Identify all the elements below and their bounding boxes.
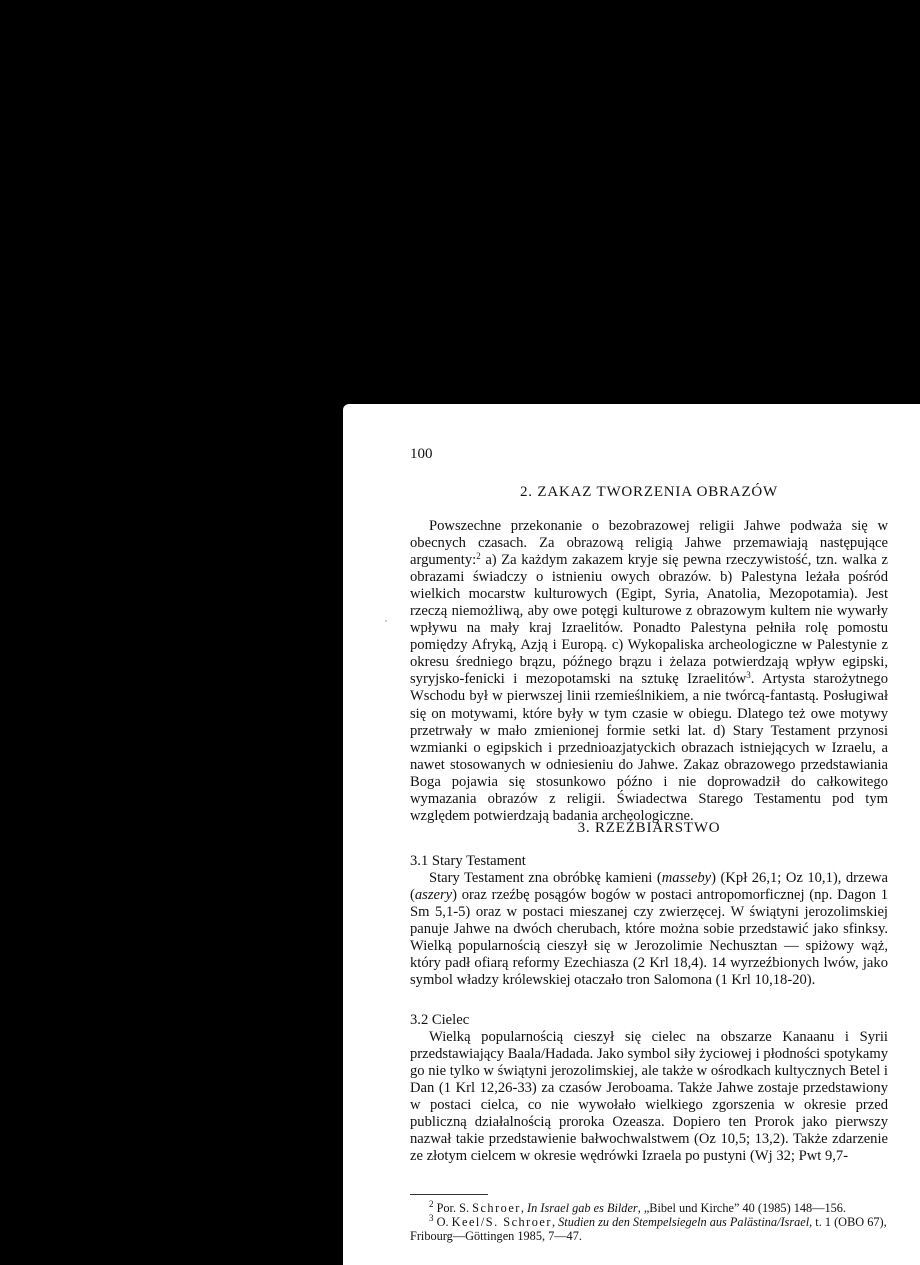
- scan-speck: [385, 620, 387, 622]
- footnotes: [410, 1199, 888, 1243]
- page-number: 100: [410, 446, 433, 462]
- section-heading-2: 2. ZAKAZ TWORZENIA OBRAZÓW: [520, 484, 778, 500]
- paragraph-image-ban: [410, 518, 888, 825]
- footnote-title: Studien zu den Stempelsiegeln aus Palästina/Israel: [558, 1214, 810, 1229]
- subsection-heading-3-2: 3.2 Cielec: [410, 1012, 470, 1028]
- italic-term: masseby: [661, 870, 712, 886]
- footnote-text: , t. 1 (OBO 67), Fribourg—Göttingen 1985, 7—47.: [410, 1214, 887, 1243]
- paragraph-text: Powszechne przekonanie o bezobrazowej religii Jahwe podważa się w obecnych czasach. Za obrazową religią Jahwe przemawiają następujące argumenty:: [410, 518, 888, 569]
- footnote-rule: [410, 1194, 488, 1195]
- footnote-ref: 2: [476, 551, 481, 562]
- footnote-author: Keel/S. Schroer: [451, 1214, 552, 1229]
- footnote-text: Por. S.: [433, 1201, 473, 1215]
- paragraph-calf: Wielką popularnością cieszył się cielec na obszarze Kanaanu i Syrii przedstawiający Baala/Hadada. Jako symbol siły życiowej i płodności spotykamy go nie tylko w świątyni jerozolimskiej, ale także w ośrodkach kultycznych Betel i Dan (1 Krl 12,26-33) za czasów Jeroboama. Także Jahwe zostaje przedstawiony w postaci cielca, co nie wywołało wielkiego zgorszenia w okresie przed publiczną działalnością proroka Ozeasza. Dopiero ten Prorok jako pierwszy nazwał takie przedstawienie bałwochwalstwem (Oz 10,5; 13,2). Także zdarzenie ze złotym cielcem w okresie wędrówki Izraela po pustyni (Wj 32; Pwt 9,7-: [410, 1029, 888, 1165]
- footnote-author: Schroer: [472, 1201, 521, 1215]
- paragraph-text: . Artysta starożytnego Wschodu był w pierwszej linii rzemieślnikiem, a nie twórcą-fantastą. Posługiwał się on motywami, które były w tym czasie w obiegu. Dlatego też owe motywy przetrwały w mało zmienionej formie setki lat. d) Stary Testament przynosi wzmianki o egipskich i przednioazjatyckich obrazach istniejących w Izraelu, a nawet stosowanych w odniesieniu do Jahwe. Zakaz obrazowego przedstawiania Boga pojawia się stosunkowo późno i nie doprowadził do całkowitego wymazania obrazów z religii. Świadectwa Starego Testamentu pod tym względem potwierdzają badania archeologiczne.: [410, 671, 888, 824]
- footnote-number: 3: [429, 1212, 434, 1223]
- footnote-2: $^2$ Por. S. Schroer, In Israel gab es Bilder, „Bibel und Kirche” 40 (1985) 148—156.: [429, 1199, 847, 1215]
- paragraph-text: ) (Kpł 26,1; Oz 10,1), drzewa (: [410, 870, 888, 904]
- footnote-text: , „Bibel und Kirche” 40 (1985) 148—156.: [637, 1201, 847, 1215]
- footnote-number: 2: [429, 1199, 434, 1209]
- subsection-heading-3-1: 3.1 Stary Testament: [410, 853, 526, 869]
- paragraph-text: a) Za każdym zakazem kryje się pewna rzeczywistość, tzn. walka z obrazami świadczy o istnieniu owych obrazów. b) Palestyna leżała pośród wielkich mocarstw kulturowych (Egipt, Syria, Anatolia, Mezopotamia). Jest rzeczą niemożliwą, aby owe potęgi kulturowe z obrazowym kultem nie wywarły wpływu na mały kraj Izraelitów. Ponadto Palestyna pełniła rolę pomostu pomiędzy Afryką, Azją i Europą. c) Wykopaliska archeologiczne w Palestynie z okresu średniego brązu, późnego brązu i żelaza potwierdzają wpływ egipski, syryjsko-fenicki i mezopotamski na sztukę Izraelitów: [410, 552, 888, 688]
- footnote-3: $^3$ O. Keel/S. Schroer, Studien zu den Stempelsiegeln aus Palästina/Israel, t. 1 (OBO 67), Fribourg—Göttingen 1985, 7—47.: [410, 1212, 887, 1243]
- italic-term: aszery: [414, 887, 453, 904]
- paragraph-old-testament: [410, 870, 888, 989]
- paragraph-text: Stary Testament zna obróbkę kamieni (: [429, 870, 662, 886]
- section-heading-3: 3. RZEŹBIARSTWO: [577, 820, 721, 836]
- footnote-text: O.: [433, 1214, 452, 1229]
- footnote-ref: 3: [746, 670, 751, 681]
- footnote-title: In Israel gab es Bilder: [527, 1201, 638, 1215]
- paragraph-text: ) oraz rzeźbę posągów bogów w postaci antropomorficznej (np. Dagon 1 Sm 5,1-5) oraz w postaci mieszanej czy zwierzęcej. W świątyni jerozolimskiej panuje Jahwe na dwóch cherubach, które można sobie przedstawić jako sfinksy. Wielką popularnością cieszył się w Jerozolimie Nechusztan — spiżowy wąż, który padł ofiarą reformy Ezechiasza (2 Krl 18,4). 14 wyrzeźbionych lwów, jako symbol władzy królewskiej otaczało tron Salomona (1 Krl 10,18-20).: [410, 887, 888, 989]
